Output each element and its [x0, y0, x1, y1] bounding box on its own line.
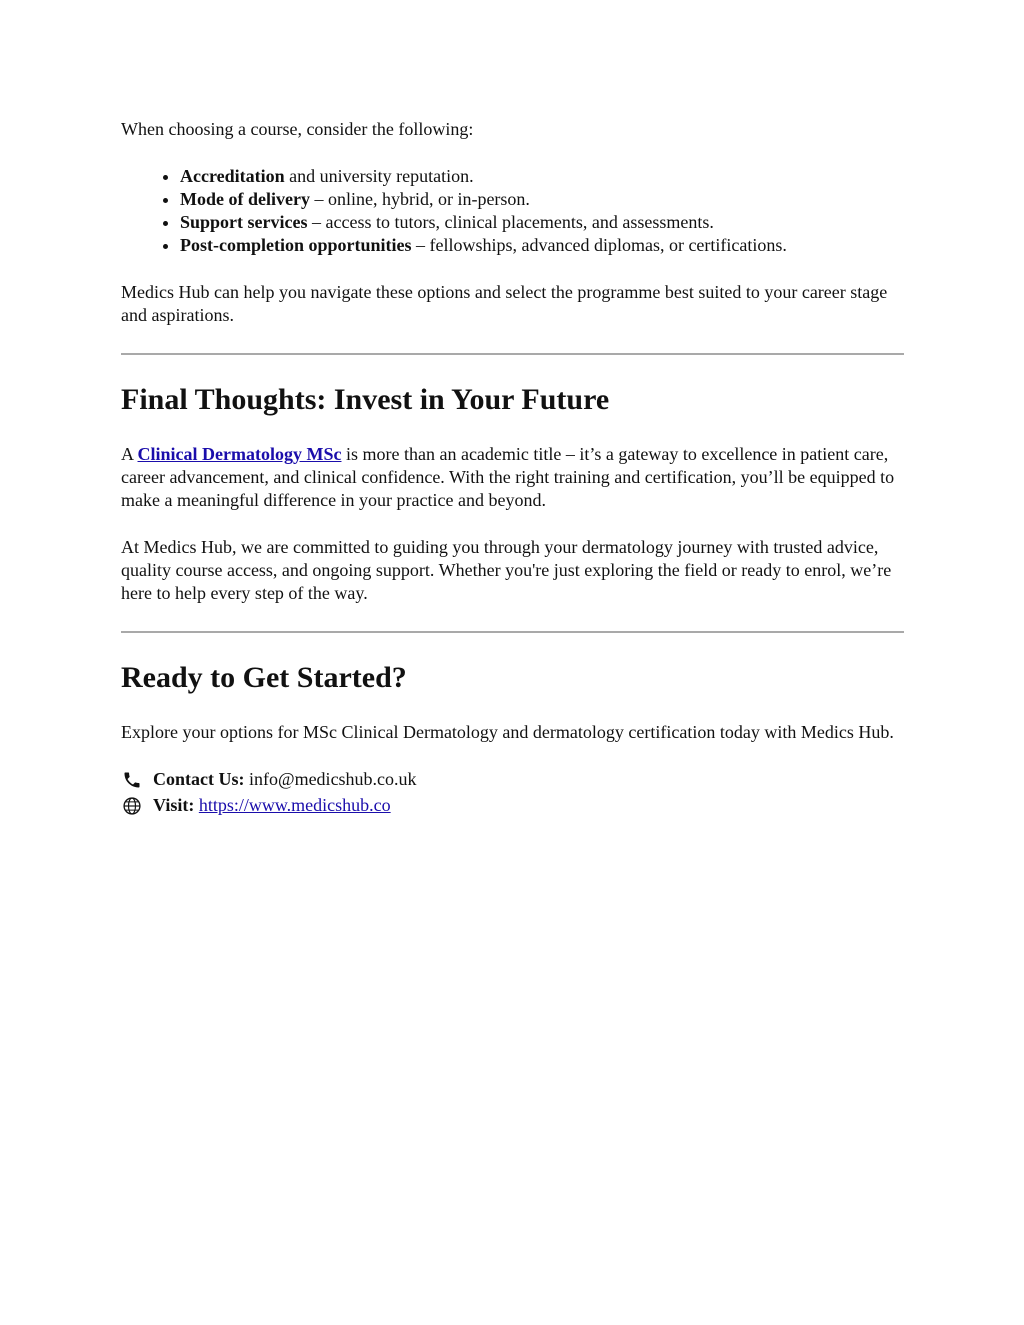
document-page	[121, 118, 904, 817]
list-item-term: Support services	[180, 212, 308, 232]
list-item-desc: – access to tutors, clinical placements, and assessments.	[307, 212, 714, 232]
paragraph-prefix: A	[121, 444, 138, 464]
list-item	[180, 165, 904, 188]
phone-icon	[121, 769, 143, 791]
visit-line	[121, 794, 904, 817]
list-item	[180, 211, 904, 234]
considerations-list	[121, 165, 904, 257]
get-started-paragraph: Explore your options for MSc Clinical Dermatology and dermatology certification today with Medics Hub.	[121, 722, 894, 742]
list-item-desc: – online, hybrid, or in-person.	[309, 189, 530, 209]
contact-label: Contact Us:	[153, 769, 245, 789]
website-link[interactable]: https://www.medicshub.co	[198, 795, 391, 815]
clinical-dermatology-msc-link[interactable]: Clinical Dermatology MSc	[137, 444, 342, 464]
visit-label: Visit:	[153, 795, 195, 815]
list-item-desc: – fellowships, advanced diplomas, or certifications.	[411, 235, 787, 255]
globe-icon	[121, 795, 143, 817]
list-item	[180, 234, 904, 257]
get-started-heading: Ready to Get Started?	[121, 661, 407, 694]
list-item-desc: and university reputation.	[284, 166, 474, 186]
paragraph-suffix: is more than an academic title – it’s a gateway to excellence in patient care, career advancement, and clinical confidence. With the right training and certification, you’ll be equipped to make a meaningful difference in your practice and beyond.	[121, 444, 895, 510]
contact-block	[121, 768, 904, 817]
final-thoughts-heading: Final Thoughts: Invest in Your Future	[121, 383, 610, 416]
help-text: Medics Hub can help you navigate these options and select the programme best suited to your career stage and aspirations.	[121, 282, 888, 325]
section-divider	[121, 353, 904, 355]
list-item-term: Mode of delivery	[180, 189, 310, 209]
list-item	[180, 188, 904, 211]
final-thoughts-paragraph-1	[121, 443, 904, 512]
intro-text: When choosing a course, consider the following:	[121, 119, 474, 139]
list-item-term: Post-completion opportunities	[180, 235, 412, 255]
contact-line	[121, 768, 904, 791]
final-thoughts-paragraph-2: At Medics Hub, we are committed to guiding you through your dermatology journey with trusted advice, quality course access, and ongoing support. Whether you're just exploring the field or ready to enrol, we’re here to help every step of the way.	[121, 537, 892, 603]
list-item-term: Accreditation	[180, 166, 285, 186]
contact-email: info@medicshub.co.uk	[244, 769, 417, 789]
section-divider	[121, 631, 904, 633]
